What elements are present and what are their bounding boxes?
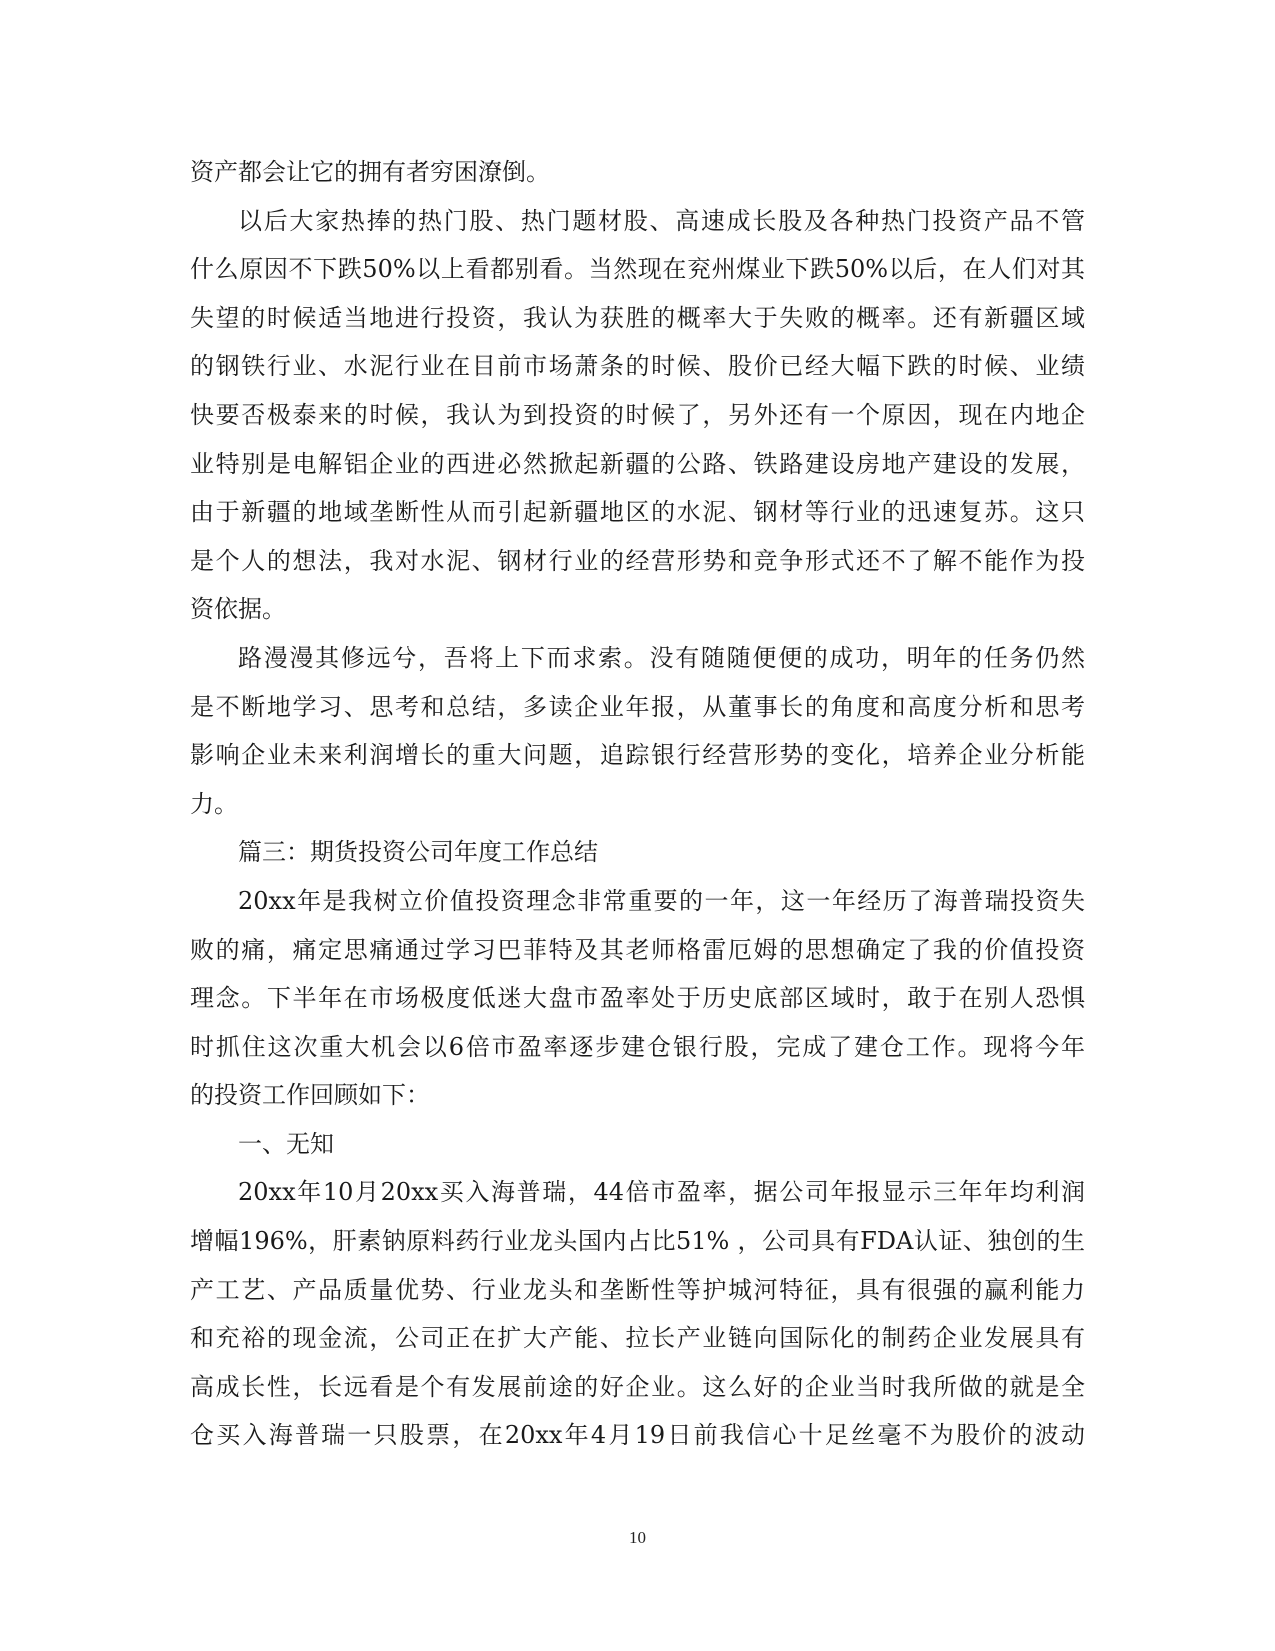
text-line: 的钢铁行业、水泥行业在目前市场萧条的时候、股价已经大幅下跌的时候、业绩: [190, 352, 1085, 381]
section-heading: [190, 828, 1085, 877]
text-line: 20xx年是我树立价值投资理念非常重要的一年，这一年经历了海普瑞投资失: [238, 886, 1085, 915]
paragraph: [190, 877, 1085, 1120]
text-line: 影响企业未来利润增长的重大问题，追踪银行经营形势的变化，培养企业分析能: [190, 741, 1085, 770]
text-line: 路漫漫其修远兮，吾将上下而求索。没有随随便便的成功，明年的任务仍然: [238, 643, 1085, 672]
text-line: 理念。下半年在市场极度低迷大盘市盈率处于历史底部区域时，敢于在别人恐惧: [190, 984, 1085, 1013]
text-line: 的投资工作回顾如下：: [190, 1081, 430, 1110]
text-line: 资产都会让它的拥有者穷困潦倒。: [190, 158, 550, 186]
text-line: 业特别是电解铝企业的西进必然掀起新疆的公路、铁路建设房地产建设的发展，: [190, 449, 1085, 478]
text-line: 产工艺、产品质量优势、行业龙头和垄断性等护城河特征，具有很强的赢利能力: [190, 1275, 1085, 1304]
page-number: 10: [629, 1528, 646, 1547]
text-line: 败的痛，痛定思痛通过学习巴菲特及其老师格雷厄姆的思想确定了我的价值投资: [190, 935, 1085, 964]
text-line: 一、无知: [238, 1129, 334, 1158]
text-line: 增幅196%，肝素钠原料药行业龙头国内占比51% ，公司具有FDA认证、独创的生: [190, 1227, 1085, 1256]
paragraph: [190, 148, 1085, 197]
text-line: 快要否极泰来的时候，我认为到投资的时候了，另外还有一个原因，现在内地企: [190, 400, 1085, 429]
text-line: 20xx年10月20xx买入海普瑞，44倍市盈率，据公司年报显示三年年均利润: [238, 1178, 1085, 1207]
text-line: 以后大家热捧的热门股、热门题材股、高速成长股及各种热门投资产品不管: [238, 206, 1085, 235]
text-line: 仓买入海普瑞一只股票，在20xx年4月19日前我信心十足丝毫不为股价的波动: [190, 1421, 1085, 1450]
paragraph: [190, 1168, 1085, 1460]
subsection-heading: [190, 1120, 1085, 1169]
text-line: 时抓住这次重大机会以6倍市盈率逐步建仓银行股，完成了建仓工作。现将今年: [190, 1032, 1085, 1061]
text-line: 力。: [190, 789, 238, 818]
text-line: 失望的时候适当地进行投资，我认为获胜的概率大于失败的概率。还有新疆区域: [190, 303, 1085, 332]
text-line: 什么原因不下跌50%以上看都别看。当然现在兖州煤业下跌50%以后，在人们对其: [190, 255, 1085, 284]
text-line: 由于新疆的地域垄断性从而引起新疆地区的水泥、钢材等行业的迅速复苏。这只: [190, 498, 1085, 527]
text-line: 篇三：期货投资公司年度工作总结: [238, 838, 598, 867]
paragraph: [190, 634, 1085, 828]
paragraph: [190, 197, 1085, 634]
text-line: 高成长性，长远看是个有发展前途的好企业。这么好的企业当时我所做的就是全: [190, 1372, 1085, 1401]
text-line: 资依据。: [190, 595, 286, 624]
text-line: 和充裕的现金流，公司正在扩大产能、拉长产业链向国际化的制药企业发展具有: [190, 1324, 1085, 1353]
text-line: 是不断地学习、思考和总结，多读企业年报，从董事长的角度和高度分析和思考: [190, 692, 1085, 721]
document-body: [190, 148, 1085, 1460]
text-line: 是个人的想法，我对水泥、钢材行业的经营形势和竞争形式还不了解不能作为投: [190, 546, 1085, 575]
